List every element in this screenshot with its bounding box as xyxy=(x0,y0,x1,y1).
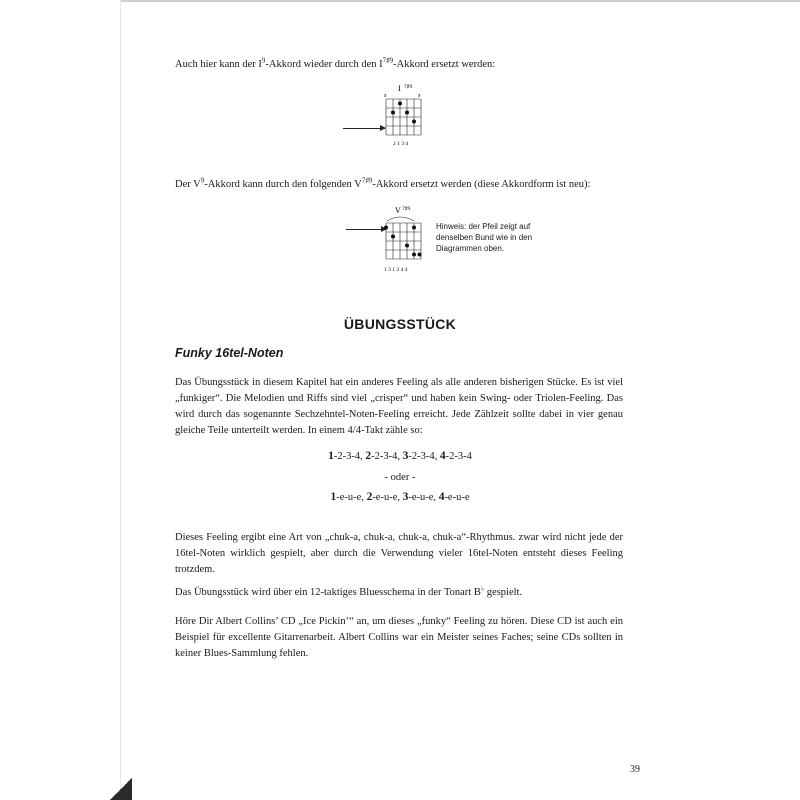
count2-beat-1: 1 xyxy=(330,491,337,503)
para3-pre: Das Übungsstück wird über ein 12-taktiges Bluesschema in der Tonart B xyxy=(175,587,481,598)
page-number: 39 xyxy=(630,764,640,775)
chord1-grid xyxy=(386,99,421,135)
chord-diagram-1 xyxy=(378,82,438,152)
chord1-dot xyxy=(405,111,409,115)
count1-beat-3: 3 xyxy=(402,450,409,462)
paragraph-4: Höre Dir Albert Collins’ CD „Ice Pickin’“ an, um dieses „funky“ Feeling zu hören. Diese CD ist auch ein Beispiel für excellente Gitarrenarbeit. Albert Collins war ein Meister seines Faches; seine CDs sollten in keiner Blues-Sammlung fehlen. xyxy=(175,616,623,659)
hint-note: Hinweis: der Pfeil zeigt auf denselben Bund wie in den Diagrammen oben. xyxy=(436,222,533,253)
intro1-mid: -Akkord wieder durch den I xyxy=(265,59,383,70)
count2-rest-2: -e-u-e, xyxy=(372,492,403,503)
chord2-dot xyxy=(384,226,388,230)
chord1-sup: 7♯9 xyxy=(404,84,413,90)
oder-text: - oder - xyxy=(384,472,416,483)
count2-beat-3: 3 xyxy=(402,491,409,503)
count1-beat-2: 2 xyxy=(365,450,372,462)
page-corner-shadow xyxy=(110,778,132,800)
chord2-barre-arc xyxy=(387,217,414,221)
chord-diagram-2 xyxy=(378,203,438,277)
section-subheading: Funky 16tel-Noten xyxy=(175,346,284,360)
count1-beat-1: 1 xyxy=(328,450,334,462)
intro2-pre: Der V xyxy=(175,179,201,190)
intro2-sup2: 7♯9 xyxy=(361,176,373,185)
chord1-dot xyxy=(398,102,402,106)
page-top-edge xyxy=(120,0,800,2)
paragraph-3 xyxy=(175,585,522,601)
intro-text-1 xyxy=(175,57,495,73)
paragraph-1: Das Übungsstück in diesem Kapitel hat ein anderes Feeling als alle anderen bisherigen Stücke. Es ist viel „funkiger“. Die Melodien und Riffs sind viel „crisper“ und haben kein Swing- oder Triolen-Feeling. Das wird durch das sogenannte Sechzehntel-Noten-Feeling erreicht. Jede Zählzeit sollte dabei in vier genau gleiche Teile unterteilt werden. In einem 4/4-Takt zähle so: xyxy=(175,377,623,436)
chord2-name: V xyxy=(395,206,401,215)
count2-beat-4: 4 xyxy=(438,491,445,503)
count2-rest-1: -e-u-e, xyxy=(336,492,367,503)
chord2-dot xyxy=(412,226,416,230)
count1-rest-4: -2-3-4 xyxy=(445,451,472,462)
intro2-post: -Akkord ersetzt werden (diese Akkordform ist neu): xyxy=(372,179,591,190)
para3-flat: ♭ xyxy=(480,584,485,593)
para3-post: gespielt. xyxy=(484,587,523,598)
intro2-sup1: 9 xyxy=(200,176,205,185)
chord1-name: I xyxy=(398,84,401,93)
chord2-dot xyxy=(412,253,416,257)
chord1-mute-1: x xyxy=(384,93,387,99)
count2-rest-4: -e-u-e xyxy=(444,492,470,503)
intro-text-2 xyxy=(175,177,590,193)
page-left-edge xyxy=(120,0,121,800)
chord2-dot xyxy=(405,244,409,248)
chord2-sup: 7♯9 xyxy=(402,206,411,212)
chord1-mute-2: x xyxy=(418,93,421,99)
chord1-fingering: 2 1 3 4 xyxy=(393,141,409,147)
count1-rest-1: -2-3-4, xyxy=(333,451,366,462)
count-line-1 xyxy=(0,450,800,462)
chord2-dot xyxy=(391,235,395,239)
count1-rest-2: -2-3-4, xyxy=(371,451,403,462)
chord1-dot xyxy=(412,120,416,124)
count2-rest-3: -e-u-e, xyxy=(408,492,439,503)
chord2-dot xyxy=(418,253,422,257)
intro2-mid: -Akkord kann durch den folgenden V xyxy=(204,179,362,190)
intro1-post: -Akkord ersetzt werden: xyxy=(393,59,496,70)
chord1-dots xyxy=(391,102,416,124)
chord1-dot xyxy=(391,111,395,115)
intro1-sup2: 7♯9 xyxy=(382,56,394,65)
intro1-sup1: 9 xyxy=(261,56,266,65)
intro1-pre: Auch hier kann der I xyxy=(175,59,262,70)
count1-beat-4: 4 xyxy=(439,450,446,462)
count1-rest-3: -2-3-4, xyxy=(408,451,440,462)
chord2-fingering: 1 3 1 2 4 4 xyxy=(384,267,408,273)
paragraph-2: Dieses Feeling ergibt eine Art von „chuk-a, chuk-a, chuk-a, chuk-a“-Rhythmus. zwar wird nicht jede der 16tel-Noten wirklich gespielt, aber durch die Verwendung vieler 16tel-Noten entsteht dieses Feeling trotzdem. xyxy=(175,532,623,575)
section-heading: ÜBUNGSSTÜCK xyxy=(343,316,457,332)
count2-beat-2: 2 xyxy=(366,491,373,503)
count-line-2 xyxy=(0,491,800,503)
